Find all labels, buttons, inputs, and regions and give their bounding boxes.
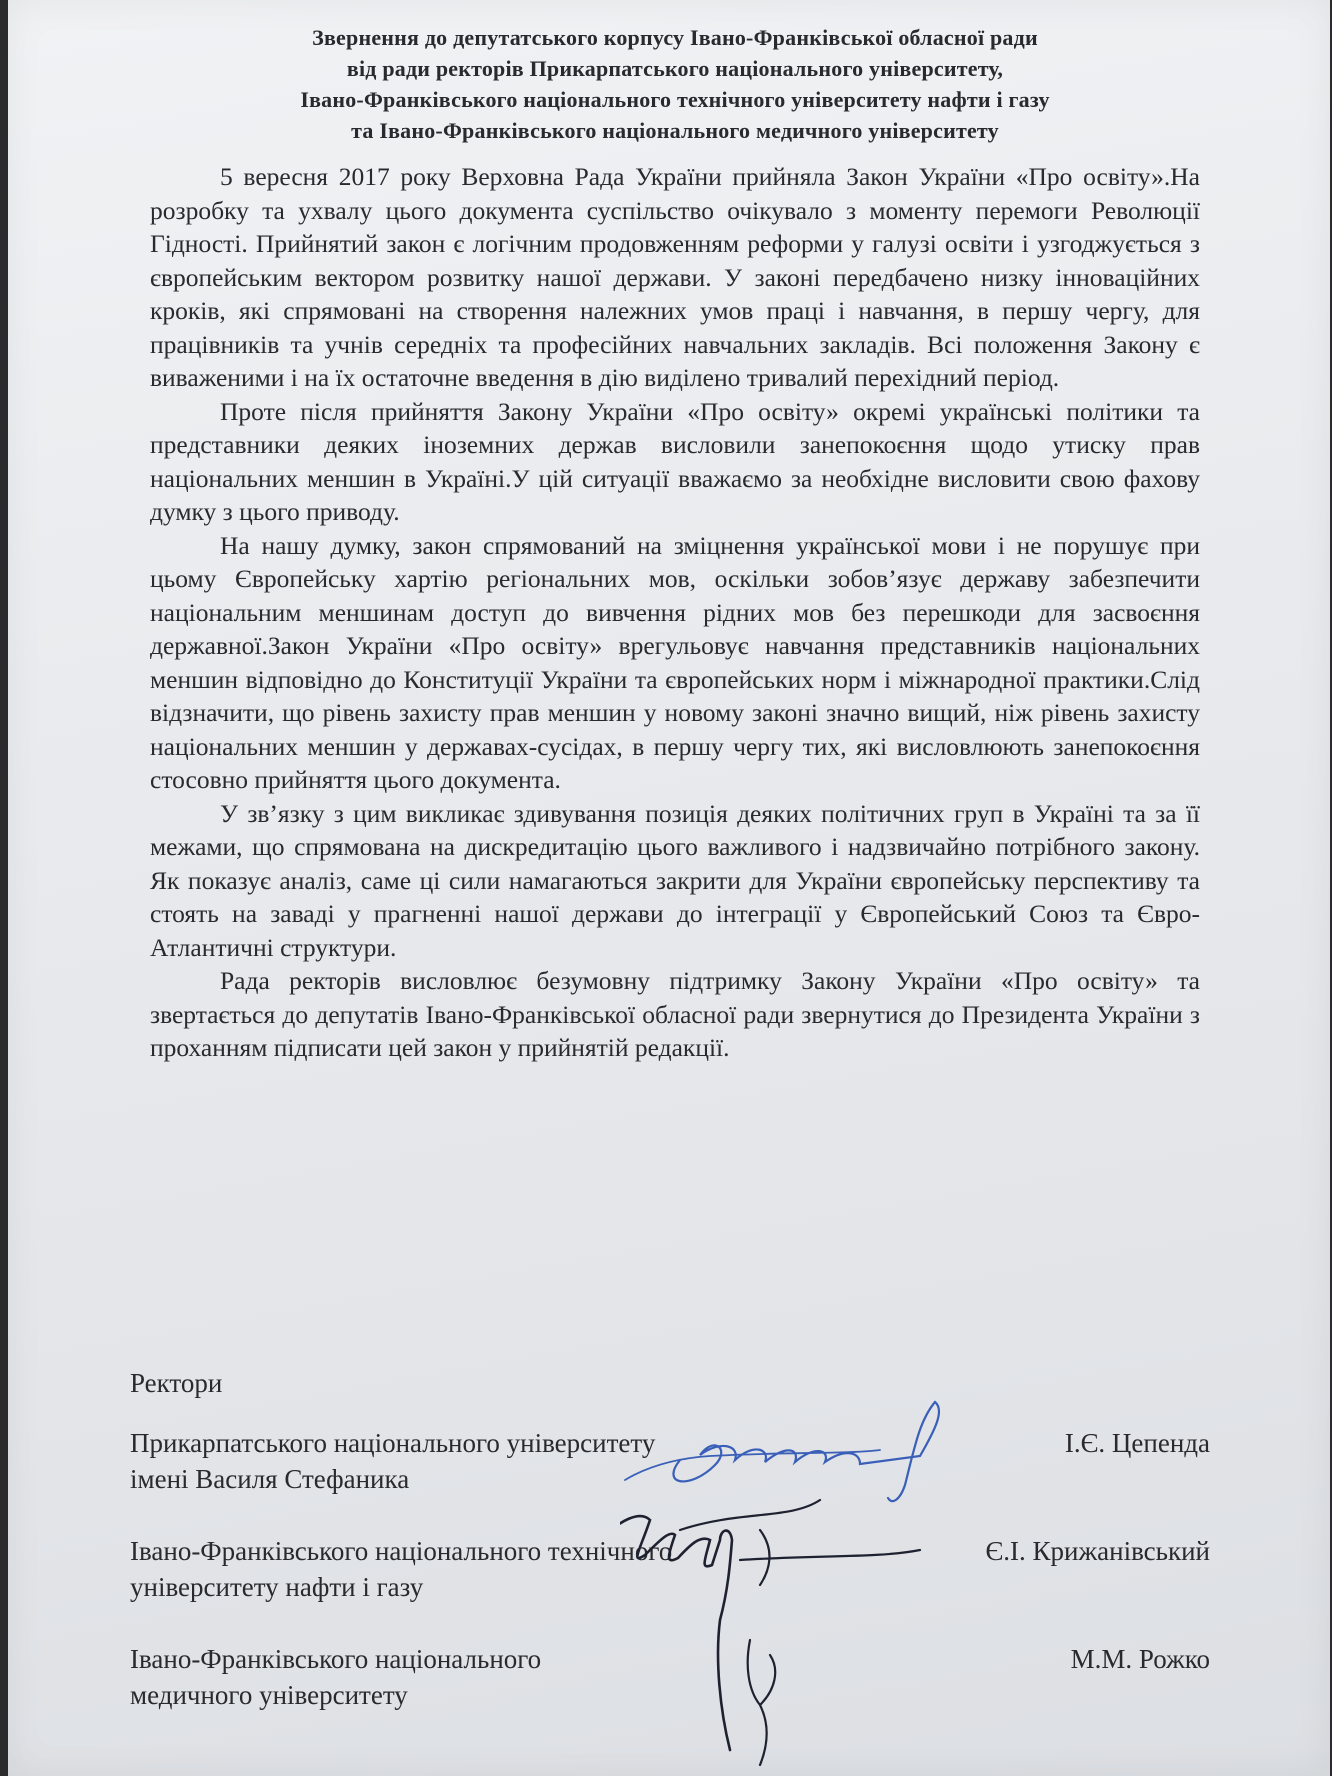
signatory-name: І.Є. Цепенда	[1064, 1428, 1210, 1458]
title-line: Звернення до депутатського корпусу Івано-Франківської обласної ради	[312, 25, 1038, 50]
signatory-name: Є.І. Крижанівський	[985, 1536, 1210, 1566]
title-line: від ради ректорів Прикарпатського національного університету,	[346, 56, 1004, 81]
paragraph-law-adopted: 5 вересня 2017 року Верховна Рада України прийняла Закон України «Про освіту».На розробку та ухвалу цього документа суспільство очікувало з моменту перемоги Революції Гідності. Прийнятий закон є логічним продовженням реформи у галузі освіти і узгоджується з європейським вектором розвитку нашої держави. У законі передбачено низку інноваційних кроків, які спрямовані на створення належних умов праці і навчання, в першу чергу, для працівників та учнів середніх та професійних навчальних закладів. Всі положення Закону є виваженими і на їх остаточне введення в дію виділено тривалий перехідний період.	[150, 162, 1200, 392]
title-line: Івано-Франківського національного технічного університету нафти і газу	[300, 87, 1050, 112]
rectors-label: Ректори	[130, 1368, 223, 1398]
organization-line: імені Василя Стефаника	[130, 1464, 410, 1494]
dark-signature-stroke	[680, 1500, 920, 1585]
document	[150, 22, 1200, 1065]
organization-line: медичного університету	[130, 1680, 408, 1710]
dark-signature	[620, 1516, 732, 1750]
paragraph-concerns: Проте після прийняття Закону України «Про освіту» окремі українські політики та представники деяких іноземних держав висловили занепокоєння щодо утиску прав національних меншин в Україні.У цій ситуації вважаємо за необхідне висловити свою фахову думку з цього приводу.	[150, 396, 1200, 526]
paragraph-political-groups: У зв’язку з цим викликає здивування позиція деяких політичних груп в Україні та за її межами, що спрямована на дискредитацію цього важливого і надзвичайно потрібного закону. Як показує аналіз, саме ці сили намагаються закрити для України європейську перспективу та стоять на заваді у прагненні нашої держави до інтеграції у Європейський Союз та Євро-Атлантичні структури.	[150, 798, 1200, 962]
organization-line: Прикарпатського національного університету	[130, 1428, 656, 1458]
blue-signature	[673, 1402, 939, 1501]
paragraph-opinion: На нашу думку, закон спрямований на зміцнення української мови і не порушує при цьому Європейську хартію регіональних мов, оскільки зобов’язує державу забезпечити національним меншинам доступ до вивчення рідних мов без перешкоди для засвоєння державної.Закон України «Про освіту» врегульовує навчання представників національних меншин відповідно до Конституції України та європейських норм і міжнародної практики.Слід відзначити, що рівень захисту прав меншин у новому законі значно вищий, ніж рівень захисту національних меншин у державах-сусідах, в першу чергу тих, які висловлюють занепокоєння стосовно прийняття цього документа.	[150, 530, 1200, 794]
dark-signature-loop	[748, 1640, 776, 1765]
handwritten-signatures	[620, 1390, 980, 1776]
paragraph-support: Рада ректорів висловлює безумовну підтримку Закону України «Про освіту» та звертається до депутатів Івано-Франківської обласної ради звернутися до Президента України з проханням підписати цей закон у прийнятій редакції.	[150, 966, 1200, 1062]
title-line: та Івано-Франківського національного медичного університету	[351, 118, 999, 143]
organization-line: університету нафти і газу	[130, 1572, 424, 1602]
signatory-name: М.М. Рожко	[1070, 1644, 1210, 1674]
organization-line: Івано-Франківського національного технічного	[130, 1536, 673, 1566]
document-title	[150, 22, 1200, 146]
organization-line: Івано-Франківського національного	[130, 1644, 542, 1674]
